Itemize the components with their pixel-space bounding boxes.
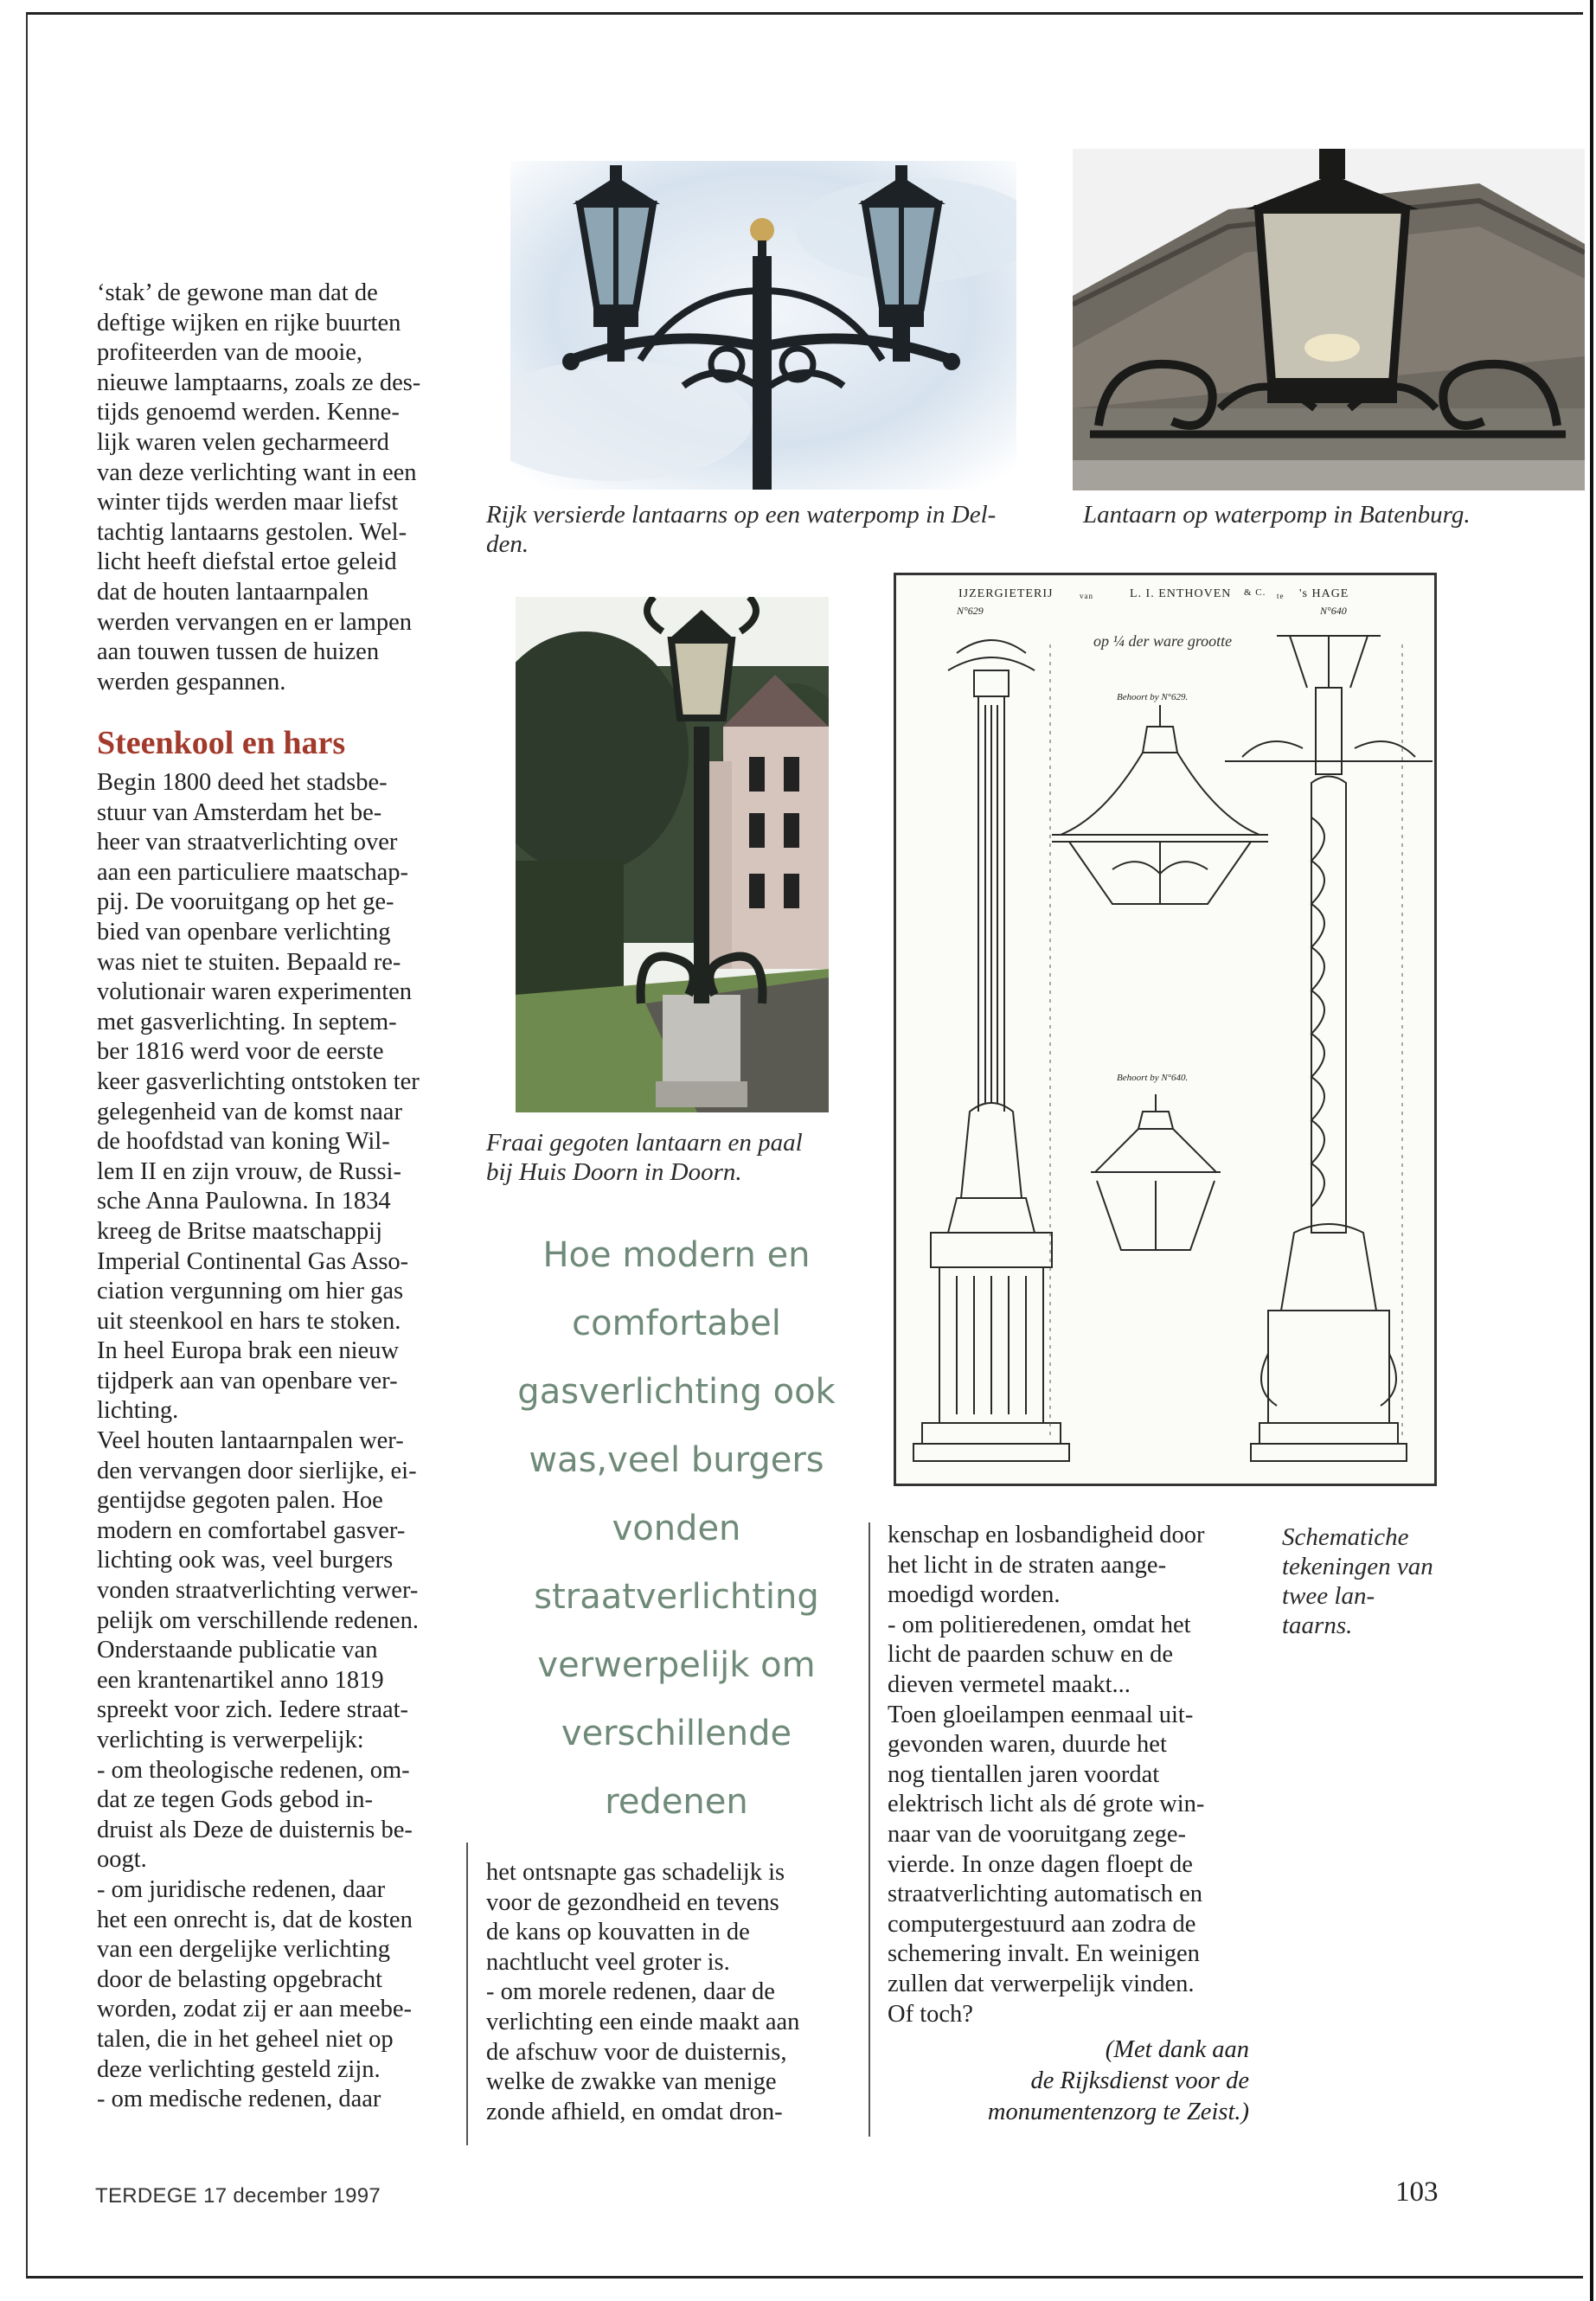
column-rule-1: [466, 1843, 468, 2145]
schematic-drawing: [894, 573, 1437, 1486]
page-number: 103: [1395, 2176, 1439, 2208]
section-heading: Steenkool en hars: [97, 725, 346, 761]
article-column-1-intro: ‘stak’ de gewone man dat de deftige wijken en rijke buurten profiteerden van de mooie, nieuwe lamptaarns, zoals ze des- tijds genoemd werden. Kenne- lijk waren velen gecharmeerd van deze verlichting want in een winter tijds werden maar liefst tachtig lantaarns gestolen. Wel- licht heeft diefstal ertoe geleid dat de houten lantaarnpalen werden vervangen en er lampen aan touwen tussen de huizen werden gespannen.: [97, 279, 421, 695]
article-column-3: kenschap en losbandigheid door het licht in de straten aange- moedigd worden. - om politieredenen, omdat het licht de paarden schuw en de dieven vermetel maakt... Toen gloeilampen eenmaal uit- gevonden waren, duurde het nog tientallen jaren voordat elektrisch licht als dé grote win- naar van de vooruitgang zege- vierde. In onze dagen floept de straatverlichting automatisch en computergestuurd aan zodra de schemering invalt. En weinigen zullen dat verwerpelijk vinden. Of toch?: [888, 1522, 1205, 2028]
page-edge: [1590, 0, 1593, 2301]
drawing-header-right: 's HAGE: [1299, 587, 1349, 600]
drawing-lantern-label-top: Behoort by N°629.: [1117, 692, 1189, 702]
photo-delden-lanterns: [510, 161, 1016, 490]
caption-batenburg: Lantaarn op waterpomp in Batenburg.: [1083, 501, 1471, 529]
drawing-header-small-1: van: [1080, 592, 1093, 600]
caption-delden: Rijk versierde lantaarns op een waterpomp in Del- den.: [486, 501, 997, 558]
drawing-lantern-label-bottom: Behoort by N°640.: [1117, 1073, 1189, 1083]
caption-doorn: Fraai gegoten lantaarn en paal bij Huis Doorn in Doorn.: [486, 1129, 803, 1186]
column-rule-2: [869, 1522, 870, 2137]
article-column-1-body: Begin 1800 deed het stadsbe- stuur van Amsterdam het be- heer van straatverlichting over aan een particuliere maatschap- pij. De vooruitgang op het ge- bied van openbare verlichting was niet te stuiten. Bepaald re- volutionair waren experimenten met gasverlichting. In septem- ber 1816 werd voor de eerste keer gasverlichting ontstoken ter gelegenheid van de komst naar de hoofdstad van koning Wil- lem II en zijn vrouw, de Russi- sche Anna Paulowna. In 1834 kreeg de Britse maatschappij Imperial Continental Gas Asso- ciation vergunning om hier gas uit steenkool en hars te stoken. In heel Europa brak een nieuw tijdperk aan van openbare ver- lichting. Veel houten lantaarnpalen wer- den vervangen door sierlijke, ei- gentijdse gegoten palen. Hoe modern en comfortabel gasver- lichting ook was, veel burgers vonden straatverlichting verwer- pelijk om verschillende redenen. Onderstaande publicatie van een krantenartikel anno 1819 spreekt voor zich. Iedere straat- verlichting is verwerpelijk: - om theologische redenen, om- dat ze tegen Gods gebod in- druist als Deze de duisternis be- oogt. - om juridische redenen, daar het een onrecht is, dat de kosten van een dergelijke verlichting door de belasting opgebracht worden, zodat zij er aan meebe- talen, die in het geheel niet op deze verlichting gesteld zijn. - om medische redenen, daar: [97, 769, 420, 2113]
caption-schematic: Schematiche tekeningen van twee lan- taarns.: [1282, 1523, 1433, 1639]
drawing-number-right: N°640: [1320, 605, 1347, 617]
pull-quote: Hoe modern en comfortabel gasverlichting ook was,veel burgers vonden straatverlichting verwerpelijk om verschillende redenen: [517, 1235, 836, 1822]
acknowledgement: (Met dank aan de Rijksdienst voor de monumentenzorg te Zeist.): [987, 2036, 1249, 2125]
photo-batenburg-lantern: [1073, 149, 1585, 490]
drawing-number-left: N°629: [957, 605, 984, 617]
footer-magazine: TERDEGE 17 december 1997: [95, 2184, 381, 2208]
photo-huis-doorn: [516, 597, 829, 1112]
drawing-header-mid: L. I. ENTHOVEN: [1130, 587, 1232, 600]
drawing-header-small-2: & C.: [1244, 587, 1266, 598]
drawing-header-small-3: te: [1277, 592, 1285, 600]
article-column-2: het ontsnapte gas schadelijk is voor de gezondheid en tevens de kans op kouvatten in de nachtlucht veel groter is. - om morele redenen, daar de verlichting een einde maakt aan de afschuw voor de duisternis, welke de zwakke van menige zonde afhield, en omdat dron-: [486, 1859, 800, 2125]
drawing-header-left: IJZERGIETERIJ: [958, 587, 1054, 600]
drawing-scale-note: op ¼ der ware grootte: [1093, 632, 1233, 650]
